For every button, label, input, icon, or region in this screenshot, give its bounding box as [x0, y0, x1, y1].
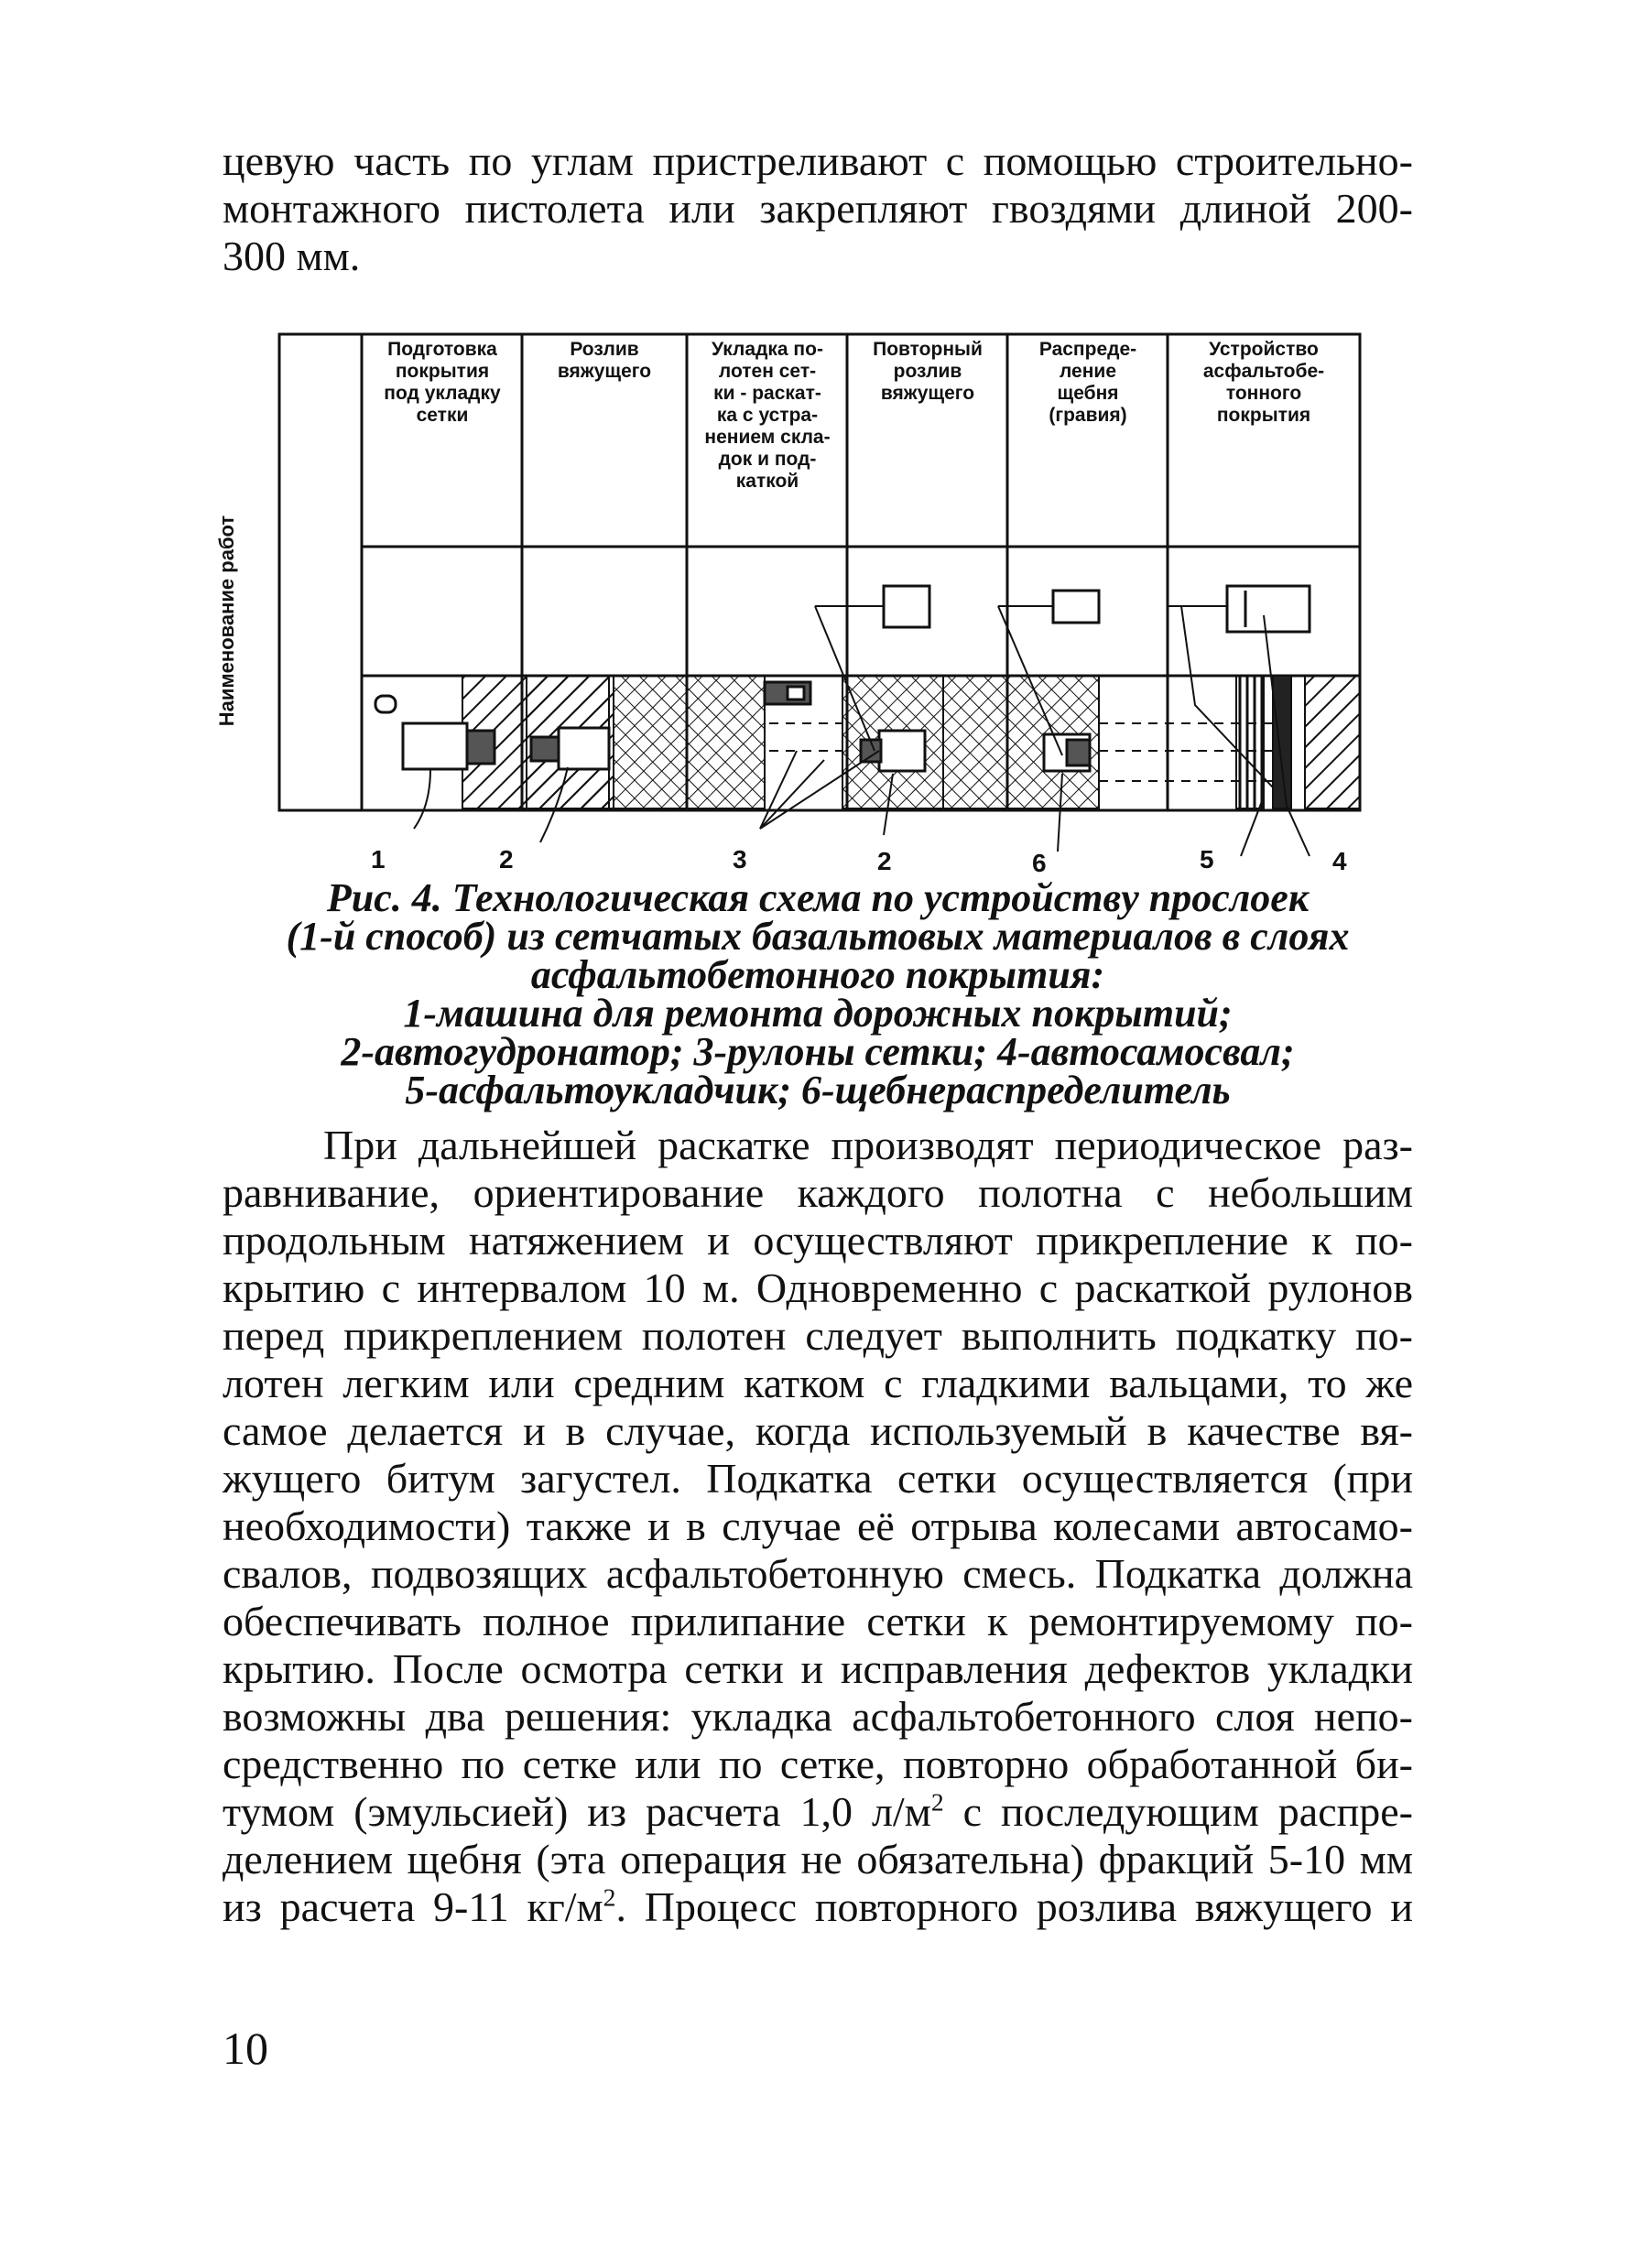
header-line: под укладку	[384, 383, 501, 404]
header-line: Розлив	[570, 339, 639, 360]
header-line: лотен сет-	[718, 361, 817, 382]
text-fragment: . Процесс повторного розлива вяжущего и	[615, 1883, 1413, 1930]
caption-line: 1-машина для ремонта дорожных покрытий;	[403, 991, 1233, 1036]
text-line: крытию. После осмотра сетки и исправления дефектов укладки	[223, 1645, 1413, 1692]
text-line: монтажного пистолета или закрепляют гвоздями длиной 200-	[223, 185, 1413, 232]
header-line: вяжущего	[557, 361, 652, 382]
text-line	[223, 1883, 1413, 1931]
text-line: жущего битум загустел. Подкатка сетки осуществляется (при	[223, 1455, 1413, 1502]
column-header-repeat-binder	[849, 339, 1006, 405]
text-line: 300 мм.	[223, 233, 361, 279]
header-line: покрытия	[395, 361, 490, 382]
header-line: покрытия	[1216, 405, 1311, 426]
callout-6: 6	[1032, 849, 1047, 877]
callout-3: 3	[733, 845, 747, 873]
header-line: розлив	[893, 361, 962, 382]
top-lane-vehicles	[884, 586, 1310, 632]
header-line: док и под-	[718, 449, 817, 470]
header-line: сетки	[416, 405, 469, 426]
column-header-binder	[524, 339, 685, 383]
header-line: тонного	[1225, 383, 1302, 404]
text-fragment: с последующим распре-	[943, 1788, 1413, 1835]
caption-line: (1-й способ) из сетчатых базальтовых материалов в слоях	[286, 914, 1350, 959]
text-line: самое делается и в случае, когда используемый в качестве вя-	[223, 1407, 1413, 1454]
text-line: продольным натяжением и осуществляют прикрепление к по-	[223, 1217, 1413, 1264]
machine-3-net-rolls	[765, 682, 810, 704]
column-header-asphalt	[1169, 339, 1358, 427]
caption-line: Рис. 4. Технологическая схема по устройству прослоек	[326, 875, 1310, 920]
column-header-laying	[689, 339, 846, 493]
text-line: средственно по сетке или по сетке, повторно обработанной би-	[223, 1741, 1413, 1787]
caption-line: 2-автогудронатор; 3-рулоны сетки; 4-автосамосвал;	[341, 1029, 1295, 1074]
caption-line: 5-асфальтоукладчик; 6-щебнераспределитель	[405, 1068, 1231, 1112]
text-line: свалов, подвозящих асфальтобетонную смесь. Подкатка должна	[223, 1550, 1413, 1597]
header-line: щебня	[1057, 383, 1119, 404]
header-line: нением скла-	[704, 427, 831, 448]
callout-2: 2	[499, 845, 514, 873]
text-line: цевую часть по углам пристреливают с помощью строительно-	[223, 137, 1413, 184]
text-fragment: тумом (эмульсией) из расчета 1,0 л/м	[223, 1788, 931, 1835]
text-fragment: из расчета 9-11 кг/м	[223, 1883, 603, 1930]
machine-6-chip-spreader	[1044, 734, 1090, 771]
header-line: ки - раскат-	[713, 383, 821, 404]
page-number: 10	[223, 2023, 268, 2074]
header-line: (гравия)	[1049, 405, 1127, 426]
text-line: перед прикреплением полотен следует выполнить подкатку по-	[223, 1312, 1413, 1359]
text-line	[223, 1788, 1413, 1836]
text-line: крытию с интервалом 10 м. Одновременно с раскаткой рулонов	[223, 1264, 1413, 1311]
header-line: Устройство	[1209, 339, 1319, 360]
text-line: лотен легким или средним катком с гладкими вальцами, то же	[223, 1360, 1413, 1406]
text-line: возможны два решения: укладка асфальтобетонного слоя непо-	[223, 1693, 1413, 1740]
superscript: 2	[603, 1883, 616, 1912]
text-line: необходимости) также и в случае её отрыва колесами автосамо-	[223, 1503, 1413, 1549]
row-label: Наименование работ	[215, 515, 238, 727]
column-header-prepare	[364, 339, 521, 427]
text-line: При дальнейшей раскатке производят периодическое раз-	[323, 1122, 1413, 1168]
header-line: Укладка по-	[712, 339, 823, 360]
body-paragraph	[223, 1122, 1413, 1931]
header-line: каткой	[735, 471, 799, 492]
header-line: Подготовка	[387, 339, 497, 360]
text-line: равнивание, ориентирование каждого полотна с небольшим	[223, 1169, 1413, 1216]
column-header-gravel	[1009, 339, 1167, 427]
header-line: ка с устра-	[716, 405, 819, 426]
header-line: Повторный	[873, 339, 983, 360]
callout-1: 1	[371, 845, 386, 873]
callout-2b: 2	[877, 847, 892, 875]
figure-caption	[223, 875, 1413, 1112]
superscript: 2	[930, 1787, 944, 1817]
text-line: делением щебня (эта операция не обязательна) фракций 5-10 мм	[223, 1836, 1413, 1883]
header-line: асфальтобе-	[1202, 361, 1325, 382]
callout-4: 4	[1332, 847, 1347, 875]
text-line: обеспечивать полное прилипание сетки к ремонтируемому по-	[223, 1598, 1413, 1644]
callout-5: 5	[1200, 845, 1214, 873]
caption-line: асфальтобетонного покрытия:	[530, 952, 1105, 997]
header-line: ление	[1059, 361, 1116, 382]
header-line: Распреде-	[1038, 339, 1137, 360]
header-line: вяжущего	[880, 383, 975, 404]
